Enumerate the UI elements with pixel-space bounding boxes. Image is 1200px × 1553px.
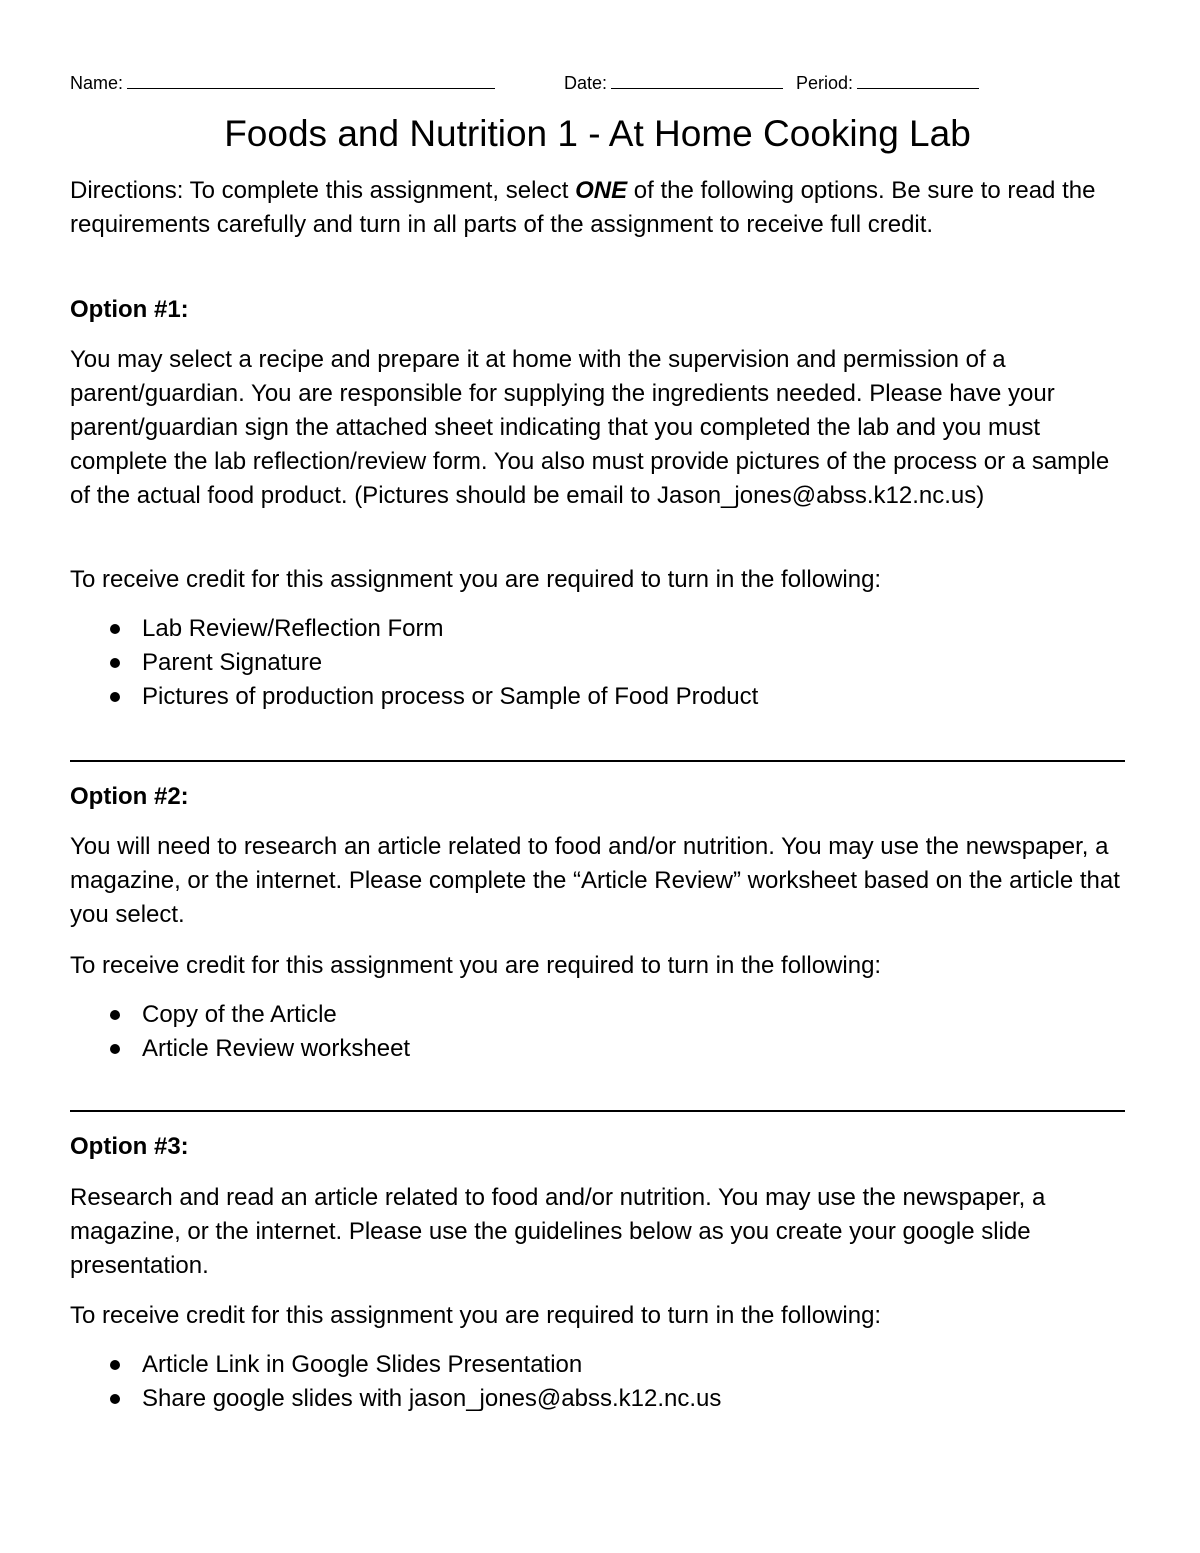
bullet-icon (110, 1044, 120, 1054)
option-3-requirements-intro: To receive credit for this assignment you are required to turn in the following: (70, 1302, 882, 1329)
option-2 (70, 780, 1125, 814)
option-2-requirements-intro-block (70, 949, 1125, 983)
bullet-icon (110, 624, 120, 634)
list-item: Article Review worksheet (70, 1032, 1125, 1066)
period-label: Period: (796, 73, 854, 93)
option-2-requirements-intro: To receive credit for this assignment you are required to turn in the following: (70, 952, 882, 979)
list-item: Lab Review/Reflection Form (70, 612, 1125, 646)
list-item: Copy of the Article (70, 998, 1125, 1032)
section-divider (70, 1110, 1125, 1112)
option-3-description: Research and read an article related to food and/or nutrition. You may use the newspaper, a magazine, or the internet. Please use the guidelines below as you create your google slide presentation. (70, 1184, 1046, 1279)
option-2-heading: Option #2: (70, 783, 189, 810)
option-1-description-block (70, 343, 1125, 513)
option-3-requirements-intro-block (70, 1299, 1125, 1333)
name-field (70, 70, 495, 96)
list-item: Pictures of production process or Sample of Food Product (70, 680, 1125, 714)
option-3-description-block (70, 1181, 1125, 1283)
option-1-heading: Option #1: (70, 296, 189, 323)
date-field (564, 70, 783, 96)
bullet-icon (110, 1360, 120, 1370)
date-blank (611, 70, 783, 89)
list-item: Share google slides with jason_jones@abss.k12.nc.us (70, 1382, 1125, 1416)
option-3-heading: Option #3: (70, 1133, 189, 1160)
period-field (796, 70, 979, 96)
bullet-icon (110, 692, 120, 702)
directions-emphasis: ONE (575, 177, 628, 204)
option-1-requirements-intro-block (70, 563, 1125, 597)
name-label: Name: (70, 73, 124, 93)
option-1-description: You may select a recipe and prepare it at home with the supervision and permission of a parent/guardian. You are responsible for supplying the ingredients needed. Please have your parent/guardian sign the attached sheet indicating that you completed the lab and you must complete the lab reflection/review form. You also must provide pictures of the process or a sample of the actual food product. (Pictures should be email to Jason_jones@abss.k12.nc.us) (70, 346, 1110, 509)
option-2-description: You will need to research an article related to food and/or nutrition. You may use the newspaper, a magazine, or the internet. Please complete the “Article Review” worksheet based on the article that you select. (70, 833, 1120, 928)
option-1-requirements-intro: To receive credit for this assignment you are required to turn in the following: (70, 566, 882, 593)
bullet-icon (110, 658, 120, 668)
document-title: Foods and Nutrition 1 - At Home Cooking Lab (224, 113, 971, 154)
option-1 (70, 293, 1125, 327)
option-3 (70, 1130, 1125, 1164)
name-blank (127, 70, 495, 89)
date-label: Date: (564, 73, 608, 93)
option-2-requirements (70, 998, 1125, 1066)
header-fields (70, 70, 1125, 96)
directions-after: of the following options. Be sure to read the requirements carefully and turn in all parts of the assignment to receive full credit. (70, 177, 1096, 238)
period-blank (857, 70, 979, 89)
list-item: Article Link in Google Slides Presentation (70, 1348, 1125, 1382)
option-2-description-block (70, 830, 1125, 932)
directions-text (70, 174, 1125, 242)
bullet-icon (110, 1010, 120, 1020)
section-divider (70, 760, 1125, 762)
directions-before: Directions: To complete this assignment, select (70, 177, 576, 204)
option-3-requirements (70, 1348, 1125, 1416)
bullet-icon (110, 1394, 120, 1404)
option-1-requirements (70, 612, 1125, 714)
directions (70, 174, 1125, 242)
list-item: Parent Signature (70, 646, 1125, 680)
